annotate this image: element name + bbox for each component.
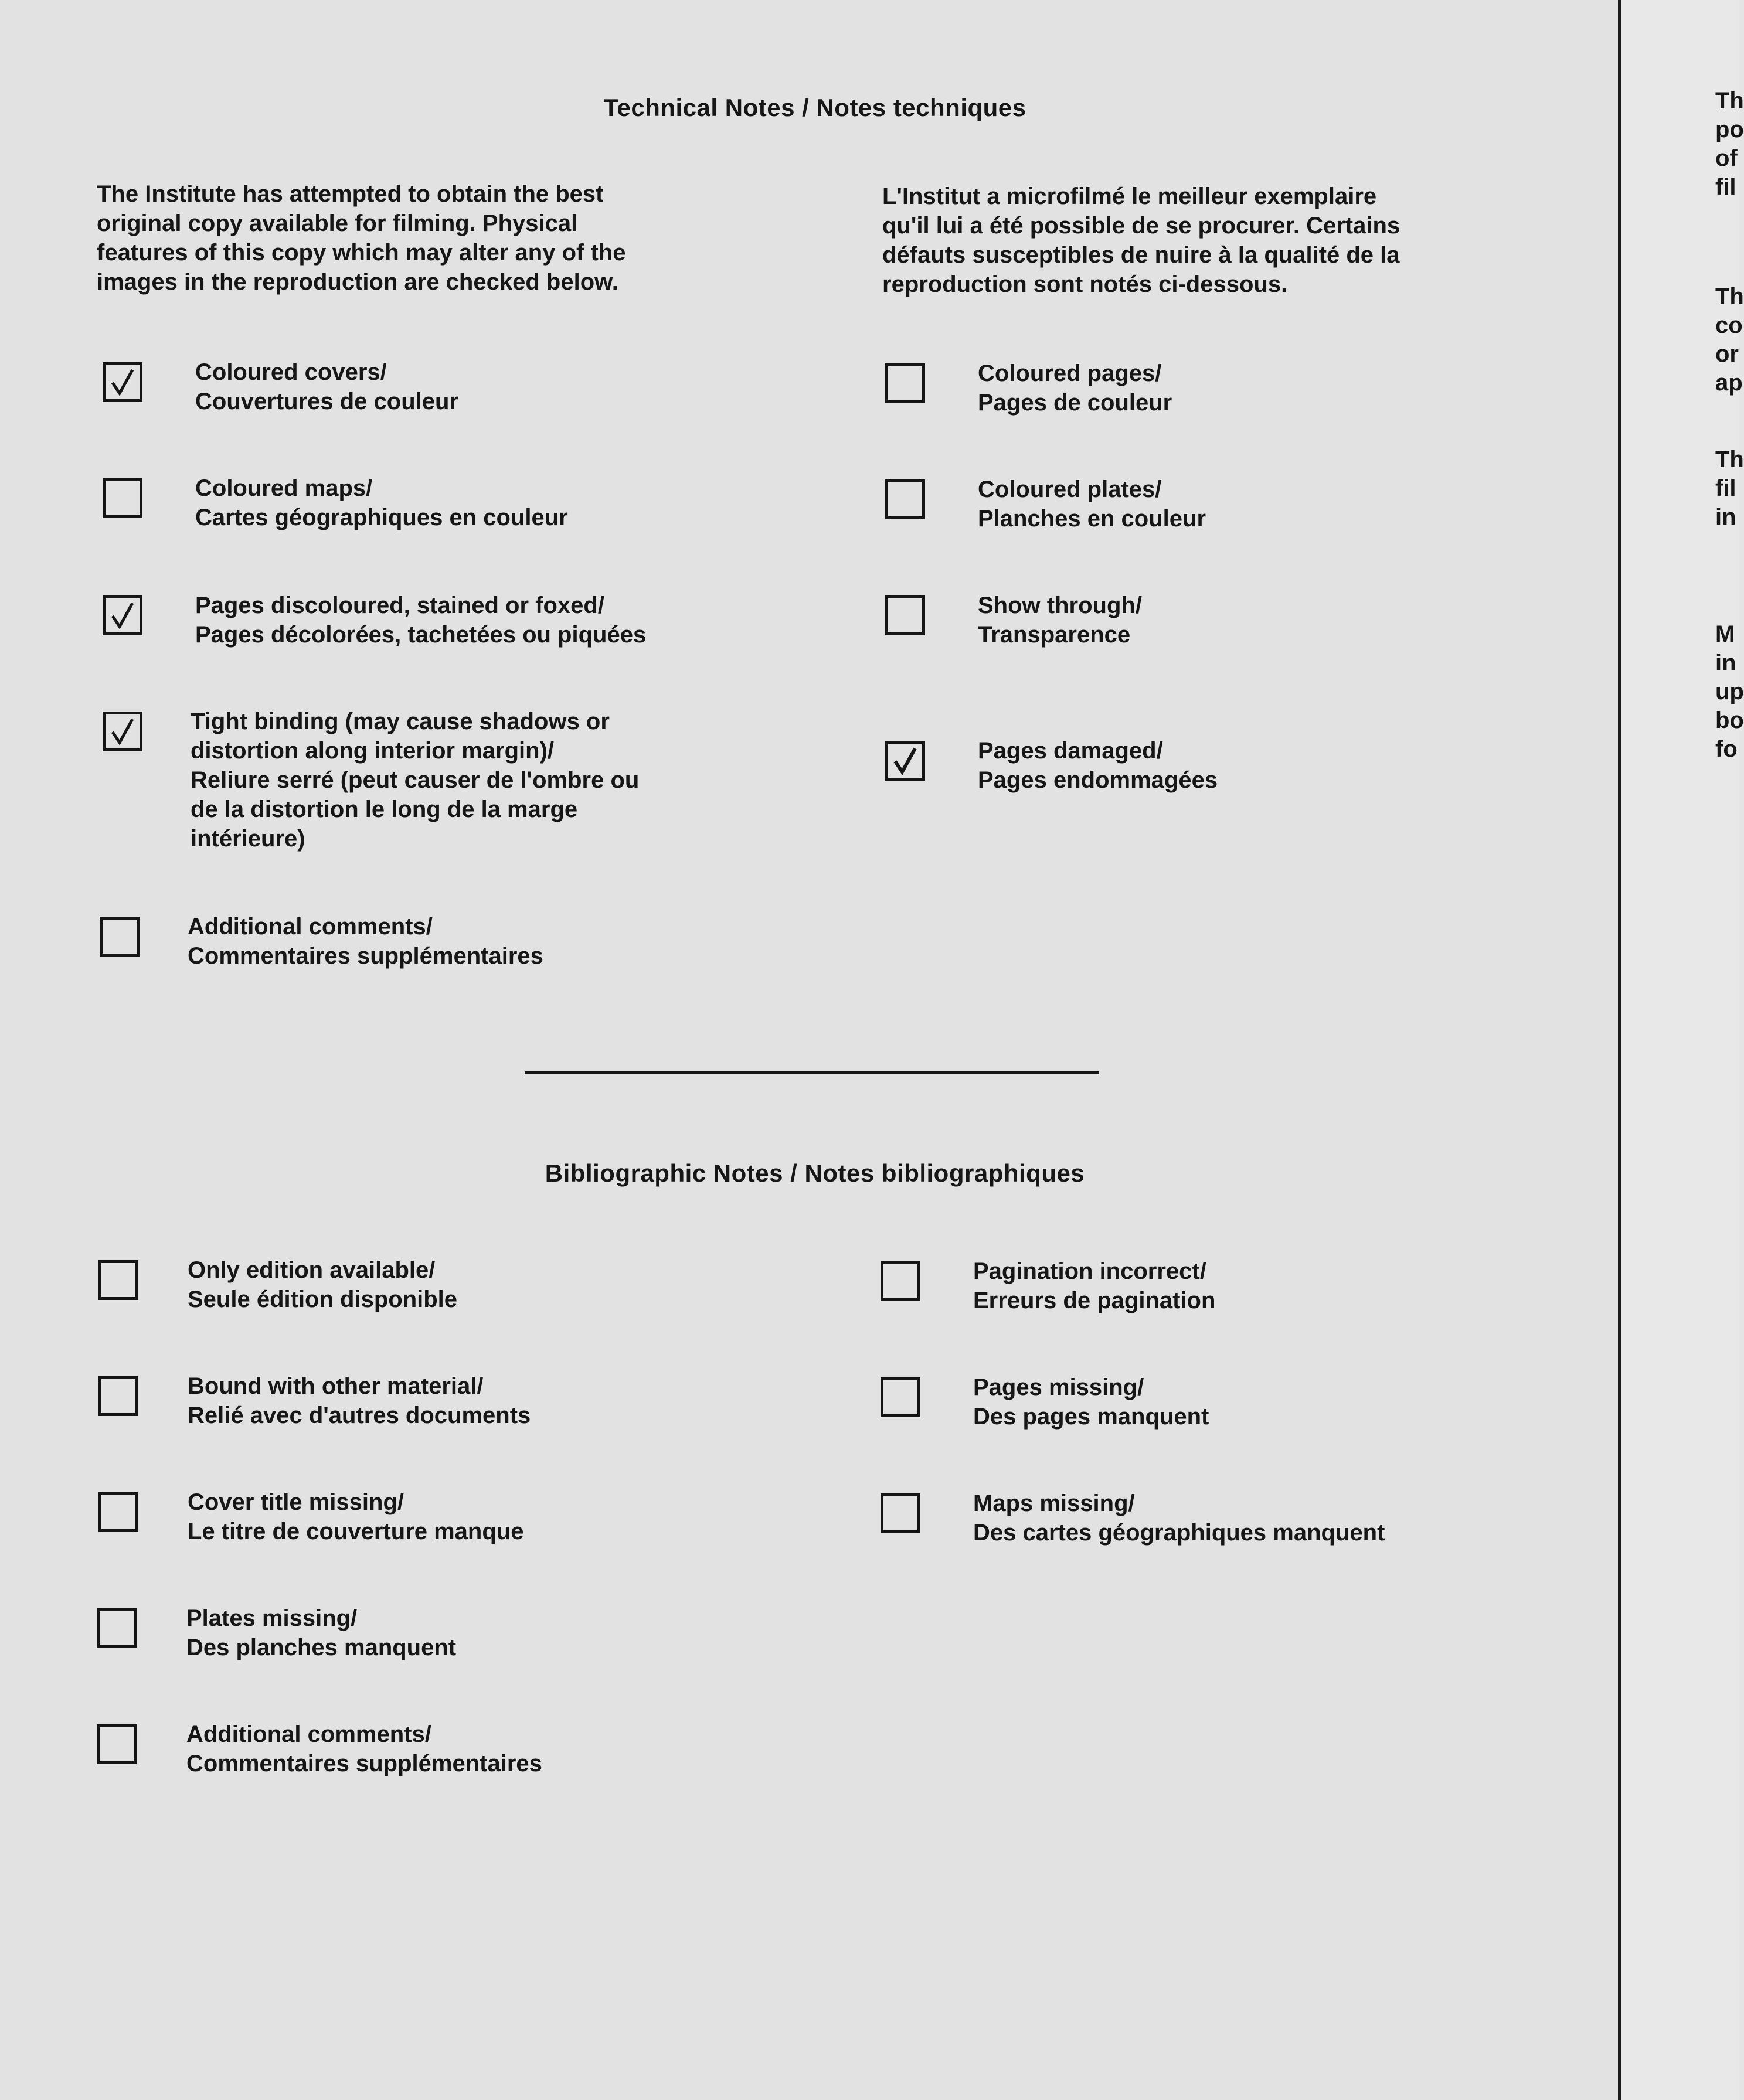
fragment-line: ap [1715, 370, 1743, 396]
intro-en-line: The Institute has attempted to obtain the best [97, 181, 604, 207]
checklist-item-label [186, 1604, 456, 1662]
intro-en-line: features of this copy which may alter any of the [97, 240, 626, 266]
intro-fr-line: défauts susceptibles de nuire à la qualité de la [882, 242, 1400, 268]
checkmark-icon [108, 601, 137, 630]
checklist-item-label [188, 1488, 523, 1546]
label-french: Couvertures de couleur [195, 389, 459, 414]
checklist-item-label [188, 1255, 457, 1314]
checklist-item-label [978, 736, 1218, 795]
label-french: Erreurs de pagination [973, 1288, 1216, 1313]
label-english: Show through/ [978, 593, 1142, 618]
checkmark-icon [108, 717, 137, 746]
checkbox[interactable] [98, 1376, 138, 1416]
label-english: Bound with other material/ [188, 1373, 484, 1399]
adjacent-page-fragment [1715, 445, 1744, 532]
label-french: Relié avec d'autres documents [188, 1403, 531, 1428]
label-french: Cartes géographiques en couleur [195, 505, 568, 530]
label-english: Additional comments/ [188, 914, 433, 940]
checklist-item-label [191, 707, 639, 853]
checkbox[interactable] [885, 741, 925, 781]
label-english: Only edition available/ [188, 1257, 436, 1283]
adjacent-page-fragment [1715, 620, 1744, 764]
checkbox[interactable] [100, 917, 140, 957]
checklist-item-label [186, 1720, 542, 1778]
fragment-line: in [1715, 504, 1736, 530]
fragment-line: Th [1715, 88, 1744, 114]
label-french: Des pages manquent [973, 1404, 1209, 1430]
technical-intro-english [97, 179, 747, 297]
label-french: Le titre de couverture manque [188, 1519, 524, 1544]
intro-en-line: images in the reproduction are checked below. [97, 269, 618, 295]
checkbox[interactable] [885, 363, 925, 403]
label-french: Pages endommagées [978, 767, 1218, 793]
fragment-line: M [1715, 621, 1735, 647]
intro-fr-line: reproduction sont notés ci-dessous. [882, 271, 1288, 297]
checkbox[interactable] [98, 1260, 138, 1300]
checkbox[interactable] [885, 479, 925, 519]
label-french: Commentaires supplémentaires [188, 943, 543, 969]
label-english: Pagination incorrect/ [973, 1258, 1206, 1284]
checkbox[interactable] [103, 595, 142, 635]
checkmark-icon [890, 746, 920, 775]
bibliographic-notes-title: Bibliographic Notes / Notes bibliographiques [545, 1159, 1085, 1187]
checklist-item-label [973, 1373, 1209, 1431]
checklist-item-label [973, 1257, 1215, 1315]
label-english: Plates missing/ [186, 1605, 358, 1631]
fragment-line: up [1715, 679, 1744, 704]
label-french: Pages de couleur [978, 390, 1172, 416]
label-english: distortion along interior margin)/ [191, 738, 554, 764]
label-english: Tight binding (may cause shadows or [191, 709, 610, 734]
fragment-line: Th [1715, 284, 1744, 309]
checklist-item-label [978, 591, 1142, 649]
intro-en-line: original copy available for filming. Physical [97, 210, 578, 236]
label-french: Seule édition disponible [188, 1286, 458, 1312]
checkbox[interactable] [97, 1608, 137, 1648]
intro-fr-line: qu'il lui a été possible de se procurer. Certains [882, 213, 1400, 239]
fragment-line: of [1715, 145, 1738, 171]
adjacent-page-fragment [1715, 87, 1744, 202]
label-french: Pages décolorées, tachetées ou piquées [195, 622, 647, 648]
label-french: Reliure serré (peut causer de l'ombre ou [191, 767, 640, 793]
fragment-line: or [1715, 341, 1739, 367]
label-french: intérieure) [191, 826, 305, 852]
adjacent-page-fragment [1715, 283, 1744, 397]
checkbox[interactable] [97, 1724, 137, 1764]
adjacent-page-edge [1621, 0, 1744, 2100]
section-divider [525, 1071, 1099, 1074]
technical-intro-french [882, 182, 1533, 299]
fragment-line: co [1715, 312, 1743, 338]
intro-fr-line: L'Institut a microfilmé le meilleur exemplaire [882, 183, 1377, 209]
label-english: Additional comments/ [186, 1721, 431, 1747]
checkbox[interactable] [881, 1261, 920, 1301]
label-french: Transparence [978, 622, 1131, 648]
fragment-line: fil [1715, 174, 1736, 200]
technical-notes-title: Technical Notes / Notes techniques [603, 94, 1026, 121]
checkbox[interactable] [103, 712, 142, 751]
checkbox[interactable] [98, 1492, 138, 1532]
label-english: Pages damaged/ [978, 738, 1163, 764]
checklist-item-label [195, 358, 458, 416]
checklist-item-label [188, 1371, 531, 1430]
label-english: Coloured covers/ [195, 359, 387, 385]
label-english: Coloured maps/ [195, 475, 373, 501]
checklist-item-label [195, 591, 646, 649]
checkbox[interactable] [103, 478, 142, 518]
fragment-line: fo [1715, 736, 1738, 762]
fragment-line: bo [1715, 707, 1744, 733]
label-english: Pages discoloured, stained or foxed/ [195, 593, 604, 618]
checkmark-icon [108, 367, 137, 397]
checklist-item-label [195, 474, 568, 532]
checkbox[interactable] [881, 1493, 920, 1533]
checklist-item-label [978, 359, 1172, 417]
label-french: Des cartes géographiques manquent [973, 1520, 1385, 1546]
label-english: Coloured pages/ [978, 360, 1162, 386]
checklist-item-label [978, 475, 1206, 533]
fragment-line: Th [1715, 447, 1744, 472]
fragment-line: po [1715, 117, 1744, 142]
checklist-item-label [188, 912, 543, 971]
label-english: Maps missing/ [973, 1490, 1135, 1516]
checklist-item-label [973, 1489, 1385, 1547]
checkbox[interactable] [103, 362, 142, 402]
label-french: Planches en couleur [978, 506, 1206, 532]
label-english: Cover title missing/ [188, 1489, 404, 1515]
fragment-line: fil [1715, 475, 1736, 501]
label-english: Pages missing/ [973, 1374, 1144, 1400]
label-french: Des planches manquent [186, 1635, 457, 1660]
label-french: de la distortion le long de la marge [191, 797, 578, 822]
checkbox[interactable] [881, 1377, 920, 1417]
fragment-line: in [1715, 650, 1736, 676]
checkbox[interactable] [885, 595, 925, 635]
label-english: Coloured plates/ [978, 477, 1162, 502]
label-french: Commentaires supplémentaires [186, 1751, 542, 1776]
